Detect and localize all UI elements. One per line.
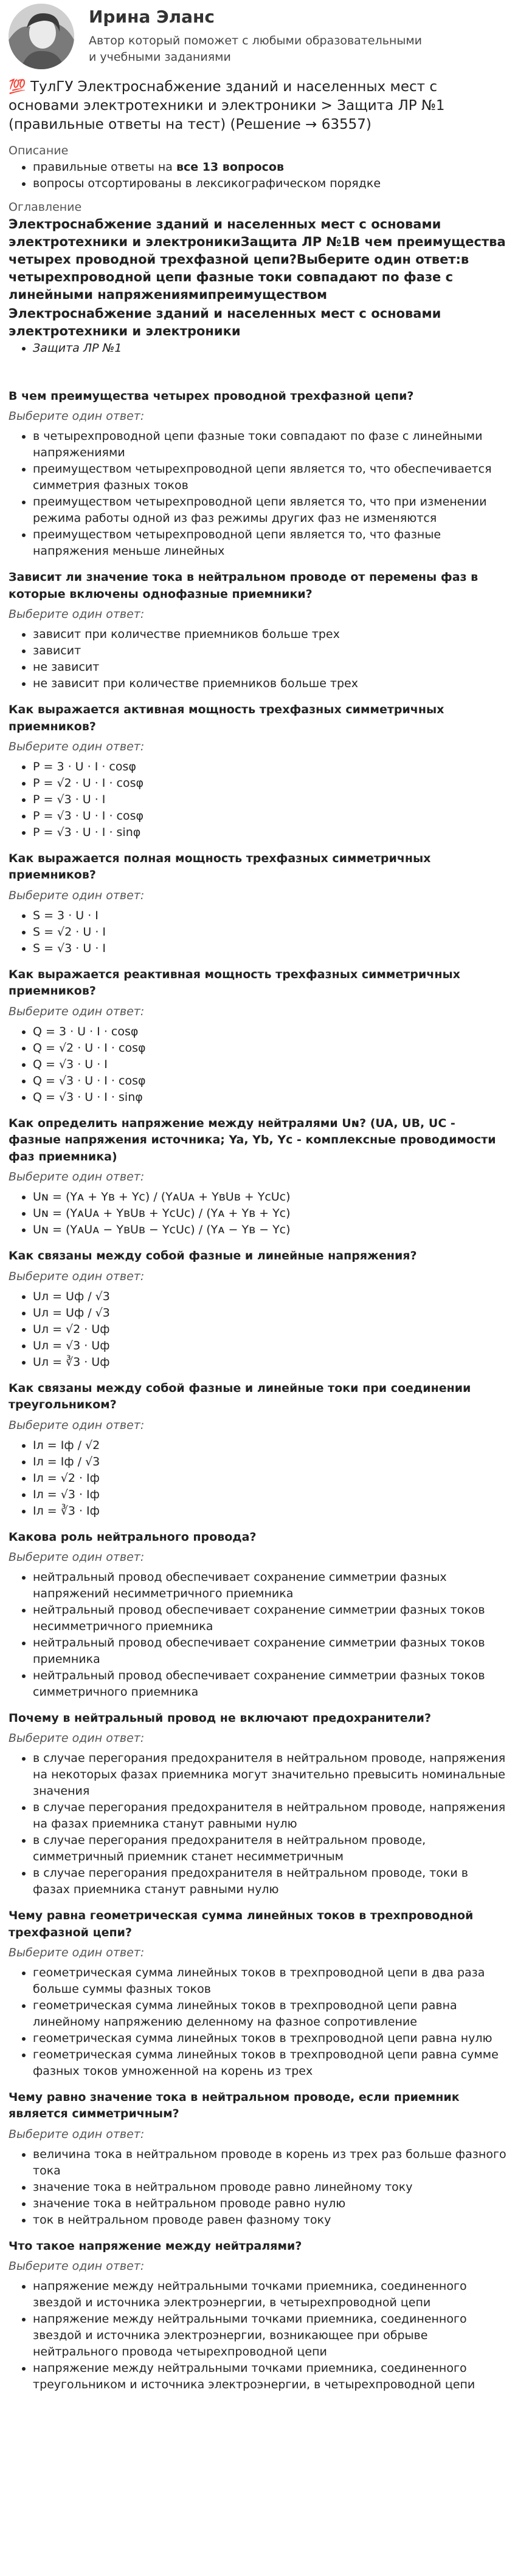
question-block (9, 388, 506, 560)
toc-item[interactable]: • Защита ЛР №1 (33, 340, 506, 357)
answer-option: • преимуществом четырехпроводной цепи является то, что обеспечивается симметрия фазных токов (33, 461, 506, 494)
toc-label: Оглавление (9, 200, 82, 214)
answer-options (9, 908, 506, 957)
answer-option: • Iл = Iф / √3 (33, 1454, 506, 1470)
author-card (9, 4, 506, 69)
answer-options (9, 1024, 506, 1106)
question-title: Что такое напряжение между нейтралями? (9, 2239, 302, 2253)
answer-option: • Uл = √3 · Uф (33, 1338, 506, 1354)
answer-option: • Iл = √3 · Iф (33, 1487, 506, 1503)
answer-option: • Uл = √2 · Uф (33, 1321, 506, 1338)
question-prompt: Выберите один ответ: (9, 1418, 145, 1432)
description-list (9, 159, 506, 192)
question-title: Какова роль нейтрального провода? (9, 1530, 257, 1544)
question-title: Как выражается активная мощность трехфазных симметричных приемников? (9, 702, 444, 733)
answer-option: • Q = √3 · U · I · cosφ (33, 1073, 506, 1089)
answer-option: • P = √3 · U · I · sinφ (33, 824, 506, 841)
answer-option: • ток в нейтральном проводе равен фазному току (33, 2212, 506, 2228)
answer-option: • Q = √2 · U · I · cosφ (33, 1040, 506, 1057)
answer-option: • зависит (33, 643, 506, 659)
question-title: Как определить напряжение между нейтралями Uɴ? (UA, UB, UC - фазные напряжения источника; Ya, Yb, Yc - комплексные проводимости фаз приемника) (9, 1116, 496, 1163)
toc-list (9, 340, 506, 357)
answer-options (9, 1965, 506, 2080)
answer-option: • Uɴ = (YᴀUᴀ − YʙUʙ − YcUc) / (Yᴀ − Yʙ − Yc) (33, 1222, 506, 1238)
question-block (9, 967, 506, 1106)
answer-option: • P = 3 · U · I · cosφ (33, 759, 506, 775)
question-prompt: Выберите один ответ: (9, 409, 145, 423)
description-item: • правильные ответы на все 13 вопросов (33, 159, 506, 176)
question-prompt: Выберите один ответ: (9, 888, 145, 902)
answer-option: • не зависит (33, 659, 506, 676)
questions-list (9, 388, 506, 2393)
answer-option: • геометрическая сумма линейных токов в трехпроводной цепи равна линейному напряжению деленному на фазное сопротивление (33, 1998, 506, 2030)
author-info (89, 4, 429, 66)
question-prompt: Выберите один ответ: (9, 1004, 145, 1018)
answer-option: • геометрическая сумма линейных токов в трехпроводной цепи в два раза больше суммы фазных токов (33, 1965, 506, 1998)
answer-options (9, 1569, 506, 1701)
question-prompt: Выберите один ответ: (9, 1550, 145, 1564)
answer-option: • в случае перегорания предохранителя в нейтральном проводе, токи в фазах приемника станут равными нулю (33, 1865, 506, 1898)
author-name[interactable]: Ирина Эланс (89, 7, 215, 27)
answer-option: • Uл = Uф / √3 (33, 1289, 506, 1305)
question-block (9, 1380, 506, 1519)
description-label: Описание (9, 144, 69, 158)
question-block (9, 2238, 506, 2393)
author-description: Автор который поможет с любыми образовательными и учебными заданиями (89, 33, 423, 64)
answer-option: • P = √2 · U · I · cosφ (33, 775, 506, 792)
question-title: Как связаны между собой фазные и линейные напряжения? (9, 1249, 417, 1263)
answer-option: • напряжение между нейтральными точками приемника, соединенного звездой и источника электроэнергии, возникающее при обрыве нейтрального провода четырехпроводной цепи (33, 2311, 506, 2360)
question-title: Как выражается полная мощность трехфазных симметричных приемников? (9, 851, 431, 882)
answer-option: • преимуществом четырехпроводной цепи является то, что при изменении режима работы одной из фаз режимы других фаз не изменяются (33, 494, 506, 527)
answer-option: • Iл = Iф / √2 (33, 1437, 506, 1454)
question-block (9, 2089, 506, 2228)
answer-options (9, 626, 506, 692)
answer-option: • P = √3 · U · I (33, 792, 506, 808)
answer-option: • нейтральный провод обеспечивает сохранение симметрии фазных напряжений несимметричного приемника (33, 1569, 506, 1602)
answer-option: • преимуществом четырехпроводной цепи является то, что фазные напряжения меньше линейных (33, 527, 506, 560)
question-prompt: Выберите один ответ: (9, 2259, 145, 2273)
question-block (9, 1529, 506, 1701)
answer-option: • величина тока в нейтральном проводе в корень из трех раз больше фазного тока (33, 2146, 506, 2179)
description-item: • вопросы отсортированы в лексикографическом порядке (33, 176, 506, 192)
toc-subheading[interactable]: Электроснабжение зданий и населенных мест с основами электротехники и электроники (9, 306, 441, 338)
answer-option: • значение тока в нейтральном проводе равно линейному току (33, 2179, 506, 2196)
question-block (9, 1908, 506, 2080)
answer-options (9, 759, 506, 841)
question-title: Почему в нейтральный провод не включают предохранители? (9, 1711, 431, 1725)
answer-options (9, 1750, 506, 1898)
question-prompt: Выберите один ответ: (9, 1946, 145, 1960)
answer-option: • в случае перегорания предохранителя в нейтральном проводе, напряжения на фазах приемника станут равными нулю (33, 1800, 506, 1832)
answer-option: • нейтральный провод обеспечивает сохранение симметрии фазных токов симметричного приемника (33, 1668, 506, 1701)
question-title: Чему равна геометрическая сумма линейных токов в трехпроводной трехфазной цепи? (9, 1909, 474, 1939)
answer-option: • P = √3 · U · I · cosφ (33, 808, 506, 824)
answer-option: • не зависит при количестве приемников больше трех (33, 676, 506, 692)
answer-option: • в случае перегорания предохранителя в нейтральном проводе, напряжения на некоторых фазах приемника могут значительно превысить номинальные значения (33, 1750, 506, 1800)
answer-option: • Uл = ∛3 · Uф (33, 1354, 506, 1371)
answer-option: • в четырехпроводной цепи фазные токи совпадают по фазе с линейными напряжениями (33, 428, 506, 461)
answer-option: • S = √2 · U · I (33, 924, 506, 940)
question-block (9, 569, 506, 692)
answer-option: • нейтральный провод обеспечивает сохранение симметрии фазных токов несимметричного приемника (33, 1602, 506, 1635)
question-block (9, 1248, 506, 1370)
question-title: Зависит ли значение тока в нейтральном проводе от перемены фаз в которые включены однофазные приемники? (9, 570, 479, 601)
answer-option: • зависит при количестве приемников больше трех (33, 626, 506, 643)
question-title: Как связаны между собой фазные и линейные токи при соединении треугольником? (9, 1381, 471, 1412)
question-title: Чему равно значение тока в нейтральном проводе, если приемник является симметричным? (9, 2090, 460, 2121)
question-block (9, 1115, 506, 1239)
answer-option: • Q = 3 · U · I · cosφ (33, 1024, 506, 1040)
avatar-image (9, 4, 74, 69)
question-prompt: Выберите один ответ: (9, 1732, 145, 1745)
avatar[interactable] (9, 4, 74, 69)
answer-option: • Iл = ∛3 · Iф (33, 1503, 506, 1519)
answer-options (9, 1437, 506, 1519)
answer-option: • S = 3 · U · I (33, 908, 506, 924)
question-prompt: Выберите один ответ: (9, 1170, 145, 1184)
toc-heading[interactable]: Электроснабжение зданий и населенных мест с основами электротехники и электроникиЗащита ЛР №1В чем преимущества четырех проводной трехфазной цепи?Выберите один ответ:в четырехпроводной цепи фазные токи совпадают по фазе с линейными напряжениямипреимуществом (9, 217, 506, 302)
answer-options (9, 2146, 506, 2228)
answer-option: • в случае перегорания предохранителя в нейтральном проводе, симметричный приемник станет несимметричным (33, 1832, 506, 1865)
answer-option: • значение тока в нейтральном проводе равно нулю (33, 2196, 506, 2212)
answer-option: • напряжение между нейтральными точками приемника, соединенного звездой и источника электроэнергии, в четырехпроводной цепи (33, 2278, 506, 2311)
answer-option: • Q = √3 · U · I · sinφ (33, 1089, 506, 1106)
answer-option: • Uл = Uф / √3 (33, 1305, 506, 1321)
question-block (9, 702, 506, 841)
answer-option: • геометрическая сумма линейных токов в трехпроводной цепи равна нулю (33, 2030, 506, 2047)
answer-option: • Uɴ = (YᴀUᴀ + YʙUʙ + YcUc) / (Yᴀ + Yʙ + Yc) (33, 1205, 506, 1222)
question-title: Как выражается реактивная мощность трехфазных симметричных приемников? (9, 967, 460, 998)
answer-option: • Uɴ = (Yᴀ + Yʙ + Yc) / (YᴀUᴀ + YʙUʙ + YcUc) (33, 1189, 506, 1205)
question-prompt: Выберите один ответ: (9, 1269, 145, 1283)
answer-option: • S = √3 · U · I (33, 940, 506, 957)
question-block (9, 1710, 506, 1898)
page-title: 💯 ТулГУ Электроснабжение зданий и населенных мест с основами электротехники и электроники > Защита ЛР №1 (правильные ответы на тест) (Решение → 63557) (9, 79, 445, 133)
question-title: В чем преимущества четырех проводной трехфазной цепи? (9, 389, 414, 403)
question-prompt: Выберите один ответ: (9, 608, 145, 622)
answer-option: • нейтральный провод обеспечивает сохранение симметрии фазных токов приемника (33, 1635, 506, 1668)
answer-option: • напряжение между нейтральными точками приемника, соединенного треугольником и источника электроэнергии, в четырехпроводной цепи (33, 2360, 506, 2393)
answer-option: • Iл = √2 · Iф (33, 1470, 506, 1487)
spacer (9, 364, 506, 388)
answer-options (9, 428, 506, 560)
answer-options (9, 2278, 506, 2393)
answer-option: • Q = √3 · U · I (33, 1057, 506, 1073)
question-block (9, 851, 506, 957)
question-prompt: Выберите один ответ: (9, 2127, 145, 2141)
answer-option: • геометрическая сумма линейных токов в трехпроводной цепи равна сумме фазных токов умноженной на корень из трех (33, 2047, 506, 2080)
answer-options (9, 1189, 506, 1238)
question-prompt: Выберите один ответ: (9, 740, 145, 754)
answer-options (9, 1289, 506, 1371)
